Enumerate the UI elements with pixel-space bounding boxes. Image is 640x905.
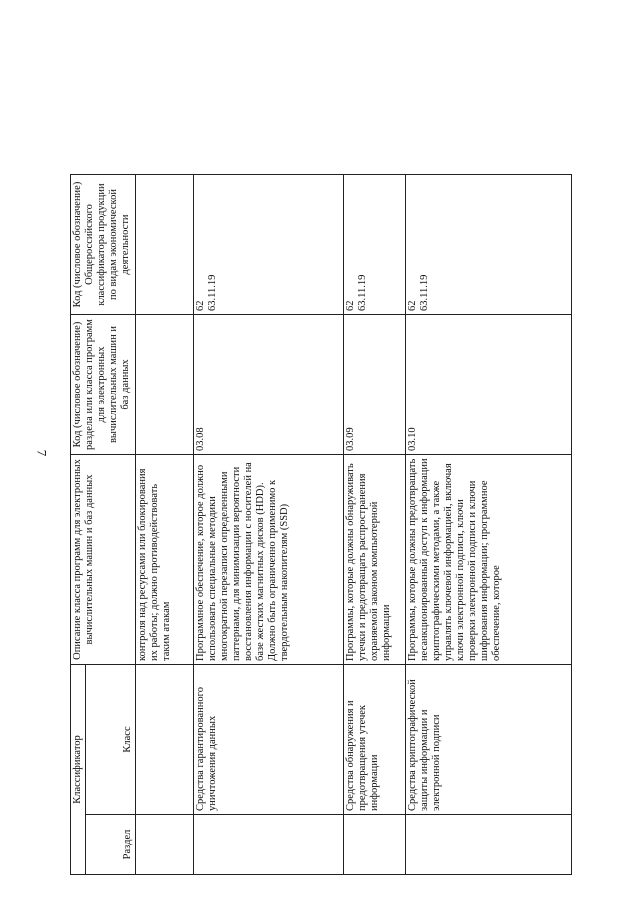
table-row (344, 45, 406, 875)
cell-code (136, 315, 194, 455)
cell-section (194, 815, 344, 875)
header-code-section: Код (числовое обозначение) раздела или класса программ для электронных вычислительных машин и баз данных (71, 315, 136, 455)
cell-code: 03.09 (344, 315, 406, 455)
cell-section (344, 815, 406, 875)
header-classifier: Классификатор (71, 665, 86, 875)
cell-okpd: 62 63.11.19 (406, 175, 572, 315)
cell-code: 03.10 (406, 315, 572, 455)
classifier-table (70, 44, 572, 875)
cell-description: контроля над ресурсами или блокирования их работы; должно противодействовать таким атакам (136, 455, 194, 665)
page-number: 7 (34, 449, 50, 457)
cell-okpd: 62 63.11.19 (194, 175, 344, 315)
cell-class: Средства гарантированного уничтожения данных (194, 665, 344, 815)
cell-description: Программное обеспечение, которое должно использовать специальные методики многократной перезаписи определенными паттернами, для минимизации вероятности восстановления информации с носителей на базе жестких магнитных дисков (HDD). Должно быть ограниченно применимо к твердотельным накопителям (SSD) (194, 455, 344, 665)
table-row (136, 45, 194, 875)
cell-okpd (136, 175, 194, 315)
cell-code: 03.08 (194, 315, 344, 455)
header-description: Описание класса программ для электронных вычислительных машин и баз данных (71, 455, 136, 665)
cell-section (136, 815, 194, 875)
cell-class: Средства обнаружения и предотвращения утечек информации (344, 665, 406, 815)
header-code-okpd: Код (числовое обозначение) Общероссийского классификатора продукции по видам экономической деятельности (71, 175, 136, 315)
cell-description: Программы, которые должны предотвращать несанкционированный доступ к информации криптографическими методами, а также управлять ключевой информацией, включая ключи электронной подписи, ключи проверки электронной подписи и ключи шифрования информации; программное обеспечение, которое (406, 455, 572, 665)
table-row (194, 45, 344, 875)
header-class: Класс (86, 665, 136, 815)
header-section: Раздел (86, 815, 136, 875)
cell-section (406, 815, 572, 875)
cell-description: Программы, которые должны обнаруживать утечки и предотвращать распространения охраняемой законом компьютерной информации (344, 455, 406, 665)
cell-okpd: 62 63.11.19 (344, 175, 406, 315)
cell-class: Средства криптографической защиты информации и электронной подписи (406, 665, 572, 815)
cell-class (136, 665, 194, 815)
rotated-table-wrapper (70, 45, 570, 875)
table-row (406, 45, 572, 875)
